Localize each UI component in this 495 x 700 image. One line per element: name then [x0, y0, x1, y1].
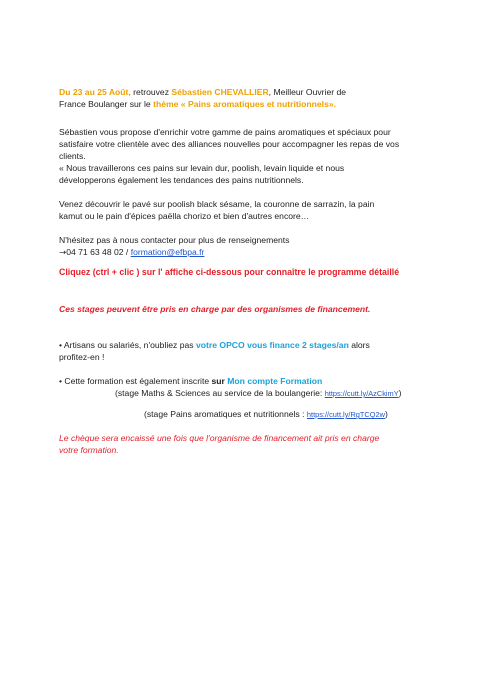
- stage-1-link[interactable]: https://cutt.ly/AzCkimY: [324, 389, 399, 398]
- financing-note-text: Ces stages peuvent être pris en charge par des organismes de financement.: [59, 304, 371, 314]
- cheque-note-line: Le chèque sera encaissé une fois que l'organisme de financement ait pris en charge: [59, 433, 380, 443]
- cta-text[interactable]: Cliquez (ctrl + clic ) sur l' affiche ci-dessous pour connaître le programme détaillé: [59, 267, 400, 277]
- contact-phone: 04 71 63 48 02 /: [66, 247, 131, 257]
- intro-text-1: retrouvez: [130, 87, 172, 97]
- stage-1-text: (stage Maths & Sciences au service de la boulangerie:: [115, 388, 325, 398]
- bullet-opco-highlight: votre OPCO vous finance 2 stages/an: [195, 340, 349, 350]
- bullet-cpf-highlight: Mon compte Formation: [224, 376, 323, 386]
- contact-line: N'hésitez pas à nous contacter pour plus de renseignements: [59, 235, 290, 245]
- bullet-opco: [59, 339, 439, 363]
- intro-paragraph: [59, 86, 439, 110]
- description-line: clients.: [59, 151, 86, 161]
- intro-theme: thème « Pains aromatiques et nutritionnels».: [153, 99, 337, 109]
- stage-2-text: (stage Pains aromatiques et nutritionnels :: [144, 409, 307, 419]
- stage-2-close: ): [384, 409, 388, 419]
- description-paragraph: [59, 126, 439, 186]
- arrow-icon: →: [59, 248, 67, 258]
- stage-2-line: [144, 408, 444, 421]
- products-paragraph: [59, 198, 439, 222]
- bullet-cpf-prefix: • Cette formation est également inscrite: [59, 376, 212, 386]
- intro-text-3: France Boulanger sur le: [59, 99, 154, 109]
- description-line: Sébastien vous propose d'enrichir votre gamme de pains aromatiques et spéciaux pour: [59, 127, 391, 137]
- stage-1-close: ): [398, 388, 402, 398]
- stage-2-link[interactable]: https://cutt.ly/RgTCQ2w: [306, 410, 385, 419]
- bullet-opco-line2: profitez-en !: [59, 352, 105, 362]
- intro-dates: Du 23 au 25 Août,: [59, 87, 131, 97]
- contact-block: [59, 234, 439, 259]
- description-line: satisfaire votre clientèle avec des alliances nouvelles pour accompagner les repas de vos: [59, 139, 400, 149]
- products-line: kamut ou le pain d'épices paëlla chorizo et bien d'autres encore…: [59, 211, 310, 221]
- cheque-note: [59, 432, 439, 456]
- products-line: Venez découvrir le pavé sur poolish black sésame, la couronne de sarrazin, la pain: [59, 199, 375, 209]
- financing-note: [59, 303, 439, 315]
- bullet-opco-suffix: alors: [348, 340, 370, 350]
- intro-name: Sébastien CHEVALLIER: [171, 87, 269, 97]
- description-line: développerons également les tendances des pains nutritionnels.: [59, 175, 304, 185]
- cta-line: [59, 266, 439, 278]
- bullet-cpf-sur: sur: [211, 376, 225, 386]
- bullet-opco-prefix: • Artisans ou salariés, n'oubliez pas: [59, 340, 196, 350]
- stage-1-line: [115, 387, 445, 400]
- intro-text-2: , Meilleur Ouvrier de: [268, 87, 347, 97]
- cheque-note-line: votre formation.: [59, 445, 119, 455]
- description-line: « Nous travaillerons ces pains sur levain dur, poolish, levain liquide et nous: [59, 163, 345, 173]
- email-link[interactable]: formation@efbpa.fr: [130, 247, 205, 257]
- bullet-cpf: [59, 375, 439, 387]
